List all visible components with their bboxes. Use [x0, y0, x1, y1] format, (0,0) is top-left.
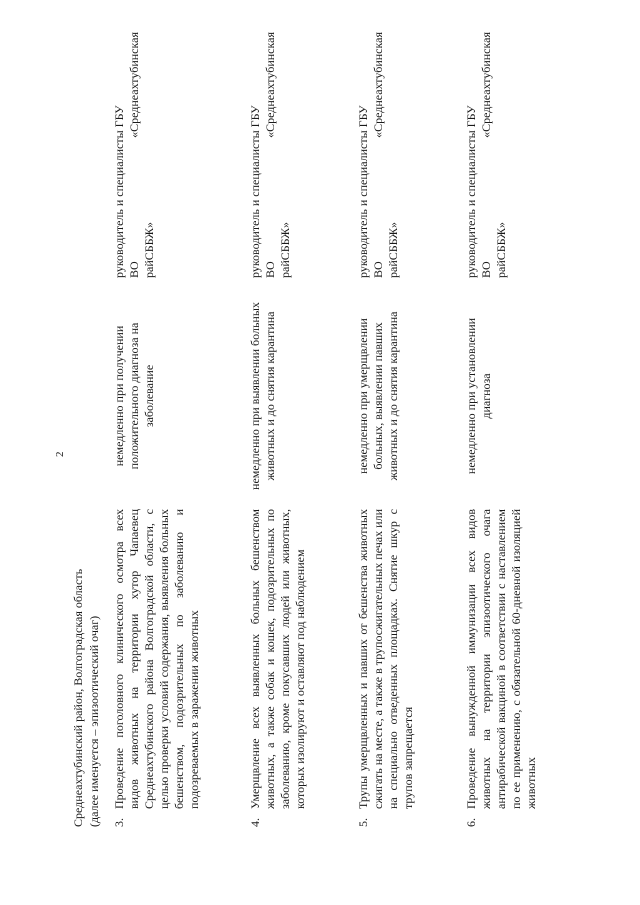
timing-text: немедленно при установлении диагноза	[464, 317, 493, 475]
intro-line-2: (далее именуется – эпизоотический очаг)	[87, 615, 101, 827]
responsible-region: ВО	[263, 261, 277, 278]
responsible-org: «Среднеахтубинская	[479, 32, 493, 138]
intro-line-1: Среднеахтубинский район, Волгоградская область	[71, 568, 85, 827]
responsible-region: ВО	[127, 261, 141, 278]
responsible-text	[112, 32, 157, 278]
responsible-line-3: райСББЖ»	[142, 222, 156, 278]
timing-text: немедленно при получении положительного диагноза на заболевание	[112, 322, 156, 470]
measure-text: Проведение вынужденной иммунизации всех видов животных на территории эпизоотического очага антирабической вакциной в соответствии с наставлением по ее применению, с обязательной 60-дневной изоляцией животных	[464, 509, 538, 809]
responsible-org: «Среднеахтубинская	[263, 32, 277, 138]
row-number: 3.	[112, 818, 126, 827]
page-number: 2	[54, 451, 66, 457]
responsible-text	[464, 32, 509, 278]
responsible-line-1: руководитель и специалисты ГБУ	[112, 105, 126, 278]
responsible-region: ВО	[371, 261, 385, 278]
responsible-line-1: руководитель и специалисты ГБУ	[248, 105, 262, 278]
row-number: 4.	[248, 818, 262, 827]
measure-text: Трупы умерщвленных и павших от бешенства животных сжигать на месте, а также в трупосжигательных печах или на специально отведенных площадках. Снятие шкур с трупов запрещается	[356, 509, 415, 809]
responsible-line-2	[371, 32, 386, 278]
responsible-line-3: райСББЖ»	[494, 222, 508, 278]
responsible-line-1: руководитель и специалисты ГБУ	[464, 105, 478, 278]
responsible-line-2	[263, 32, 278, 278]
intro-text	[70, 377, 102, 827]
responsible-text	[356, 32, 401, 278]
responsible-region: ВО	[479, 261, 493, 278]
responsible-org: «Среднеахтубинская	[127, 32, 141, 138]
row-number: 6.	[464, 818, 478, 827]
row-number: 5.	[356, 818, 370, 827]
responsible-org: «Среднеахтубинская	[371, 32, 385, 138]
measure-text: Умерщвление всех выявленных больных бешенством животных, а также собак и кошек, подозрительных по заболеванию, кроме покусавших людей или животных, которых изолируют и оставляют под наблюдением	[248, 509, 307, 809]
timing-text: немедленно при умерщвлении больных, выявлении павших животных и до снятия карантина	[356, 311, 400, 481]
responsible-line-1: руководитель и специалисты ГБУ	[356, 105, 370, 278]
responsible-line-3: райСББЖ»	[386, 222, 400, 278]
responsible-line-2	[127, 32, 142, 278]
timing-text: немедленно при выявлении больных животных и до снятия карантина	[248, 302, 277, 490]
responsible-line-2	[479, 32, 494, 278]
responsible-line-3: райСББЖ»	[278, 222, 292, 278]
responsible-text	[248, 32, 293, 278]
measure-text: Проведение поголовного клинического осмотра всех видов животных на территории хутор Чапаевец Среднеахтубинского района Волгоградской области, с целью проверки условий содержания, выявления больных бешенством, подозрительных по заболеванию и подозреваемых в заражении животных	[112, 509, 201, 809]
